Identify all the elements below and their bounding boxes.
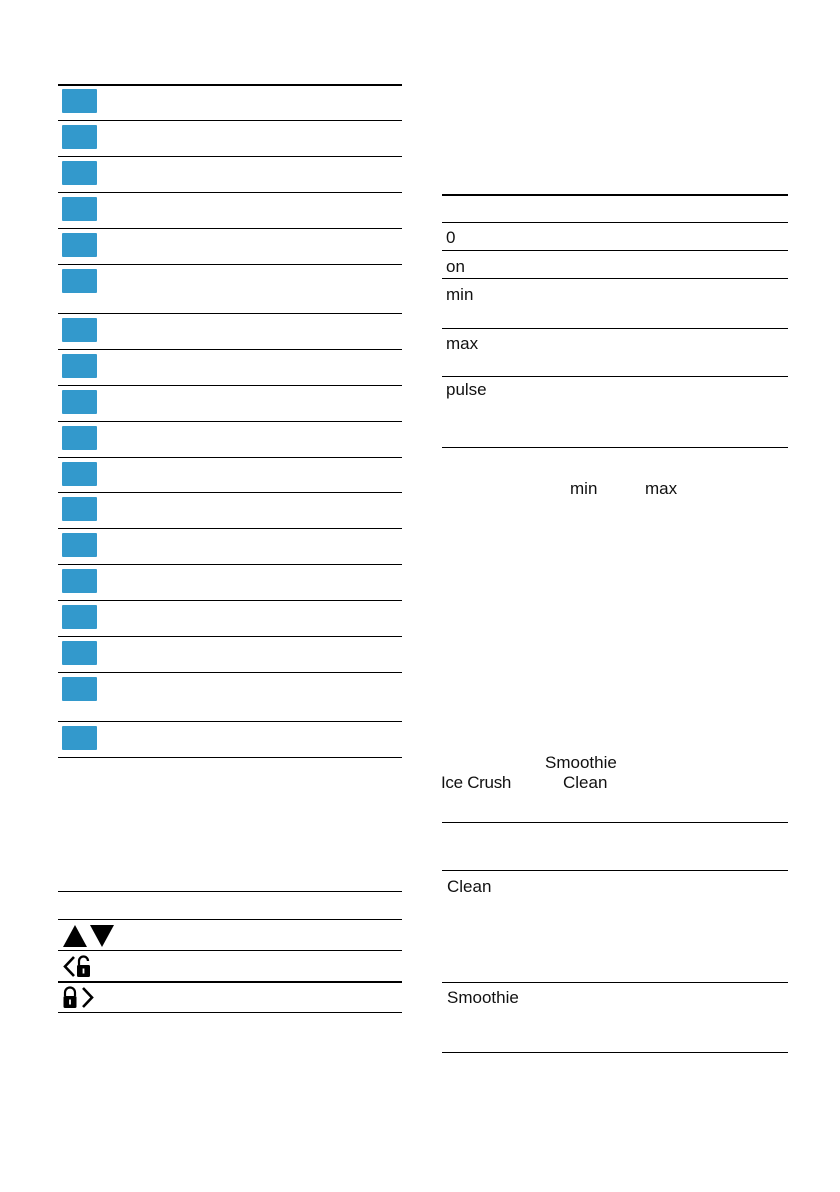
row-divider: [58, 721, 402, 722]
inline-smoothie-label: Smoothie: [545, 753, 617, 772]
table-top-rule: [442, 822, 788, 823]
header-rule: [442, 222, 788, 223]
component-marker: [62, 497, 97, 521]
unlock-icon: [62, 954, 96, 984]
component-marker: [62, 726, 97, 750]
row-divider: [58, 385, 402, 386]
row-divider: [442, 278, 788, 279]
table-top-rule: [58, 84, 402, 86]
row-divider: [58, 492, 402, 493]
row-divider: [58, 156, 402, 157]
component-marker: [62, 233, 97, 257]
setting-pulse: pulse: [446, 380, 487, 399]
component-marker: [62, 605, 97, 629]
row-divider: [58, 349, 402, 350]
row-divider: [58, 672, 402, 673]
setting-on: on: [446, 257, 465, 276]
row-divider: [58, 120, 402, 121]
row-divider: [58, 564, 402, 565]
row-divider: [442, 376, 788, 377]
table-bottom-rule: [58, 757, 402, 758]
row-divider: [58, 421, 402, 422]
inline-max-label: max: [645, 479, 678, 498]
row-divider: [58, 192, 402, 193]
row-divider: [442, 250, 788, 251]
table-bottom-rule: [442, 1052, 788, 1053]
row-divider: [58, 313, 402, 314]
component-marker: [62, 161, 97, 185]
component-marker: [62, 354, 97, 378]
setting-max: max: [446, 334, 479, 353]
component-marker: [62, 533, 97, 557]
component-marker: [62, 197, 97, 221]
setting-min: min: [446, 285, 474, 304]
component-marker: [62, 318, 97, 342]
lock-icon: [62, 985, 96, 1015]
row-divider: [58, 457, 402, 458]
row-divider: [58, 528, 402, 529]
component-marker: [62, 569, 97, 593]
setting-off: 0: [446, 228, 456, 247]
inline-min-label: min: [570, 479, 598, 498]
row-divider: [58, 636, 402, 637]
header-rule: [58, 919, 402, 920]
row-divider: [58, 950, 402, 951]
row-divider: [442, 328, 788, 329]
row-divider: [442, 982, 788, 983]
component-marker: [62, 125, 97, 149]
component-marker: [62, 89, 97, 113]
row-divider: [58, 228, 402, 229]
up-down-arrows-icon: [62, 924, 116, 953]
component-marker: [62, 641, 97, 665]
inline-clean-label: Clean: [563, 773, 608, 792]
component-marker: [62, 462, 97, 486]
component-marker: [62, 390, 97, 414]
table-top-rule: [58, 891, 402, 892]
component-marker: [62, 426, 97, 450]
table-top-rule: [442, 194, 788, 196]
program-clean: Clean: [447, 877, 492, 896]
row-divider: [58, 981, 402, 983]
row-divider: [58, 264, 402, 265]
row-divider: [58, 600, 402, 601]
program-smoothie: Smoothie: [447, 988, 519, 1007]
table-bottom-rule: [58, 1012, 402, 1013]
component-marker: [62, 677, 97, 701]
table-bottom-rule: [442, 447, 788, 448]
component-marker: [62, 269, 97, 293]
inline-ice-crush-label: Ice Crush: [441, 773, 512, 792]
row-divider: [442, 870, 788, 871]
